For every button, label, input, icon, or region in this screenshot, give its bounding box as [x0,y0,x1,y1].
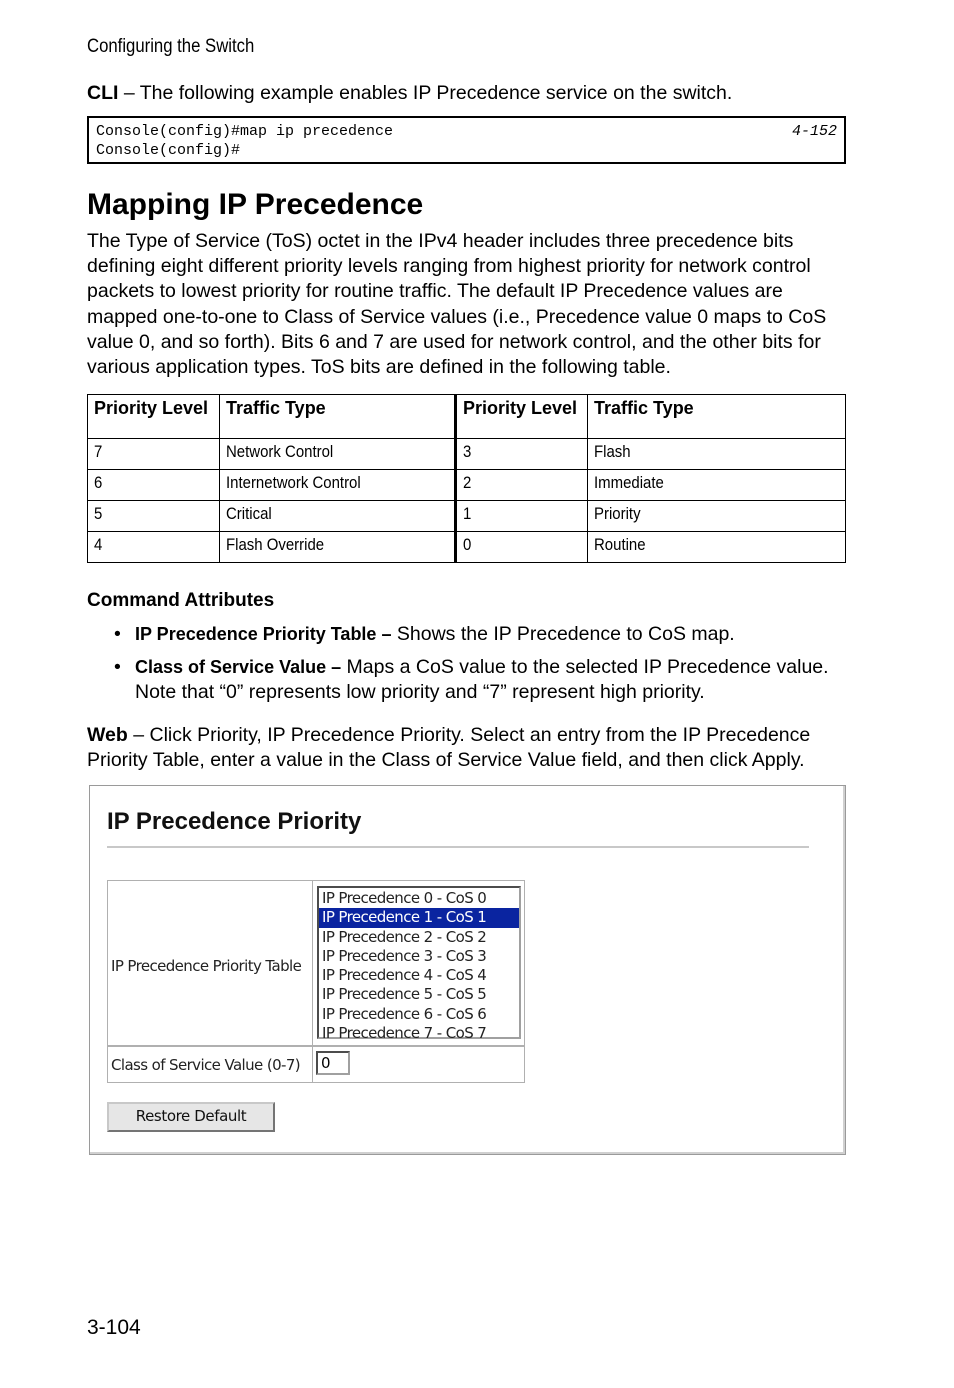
listbox-option[interactable]: IP Precedence 6 - CoS 6 [322,1004,487,1023]
web-ui-screenshot [89,785,846,1155]
priority-table [87,394,846,563]
table-cell: Immediate [588,470,846,501]
table-cell: Flash Override [220,532,456,563]
cli-text: – The following example enables IP Precedence service on the switch. [118,82,733,104]
restore-default-button[interactable]: Restore Default [107,1102,275,1132]
table-cell: Internetwork Control [220,470,456,501]
priority-table-listbox[interactable] [317,886,521,1043]
table-cell: Critical [220,501,456,532]
table-cell: Flash [588,439,846,470]
table-cell: 5 [88,501,220,532]
table-cell: Routine [588,532,846,563]
table-cell: 2 [456,470,588,501]
web-paragraph [87,723,857,773]
bullet-icon: • [114,656,121,678]
attribute-term: IP Precedence Priority Table – [135,624,392,644]
code-line [96,122,837,141]
table-row [88,501,846,532]
section-title: Mapping IP Precedence [87,188,424,221]
page-number: 3-104 [87,1316,141,1339]
table-row [88,439,846,470]
col-header: Traffic Type [220,395,456,439]
table-row [88,532,846,563]
listbox-option[interactable]: IP Precedence 5 - CoS 5 [322,985,487,1004]
col-header: Traffic Type [588,395,846,439]
attribute-term: Class of Service Value – [135,657,342,677]
bullet-icon: • [114,623,121,645]
listbox-option[interactable]: IP Precedence 1 - CoS 1 [319,908,519,927]
cos-value-label: Class of Service Value (0-7) [111,1056,301,1074]
table-cell: 7 [88,439,220,470]
listbox-option[interactable]: IP Precedence 7 - CoS 7 [322,1024,487,1043]
code-line-text: Console(config)# [96,142,241,159]
col-header: Priority Level [88,395,220,439]
table-header-row [88,395,846,439]
row-divider [108,1045,524,1047]
intro-paragraph: The Type of Service (ToS) octet in the IPv4 header includes three precedence bits defining eight different priority levels ranging from highest priority for network control packets to lowest priority for routine traffic. The default IP Precedence values are mapped one-to-one to Class of Service values (i.e., Precedence value 0 maps to CoS value 0, and so forth). Bits 6 and 7 are used for network control, and the other bits for various application types. ToS bits are defined in the following table. [87,230,827,379]
table-cell: 0 [456,532,588,563]
listbox-option[interactable]: IP Precedence 4 - CoS 4 [322,966,487,985]
attribute-desc: Maps a CoS value to the selected IP Precedence value. Note that “0” represents low priority and “7” represent high priority. [135,656,829,703]
attributes-list [110,622,830,713]
web-text: – Click Priority, IP Precedence Priority. Select an entry from the IP Precedence Priority Table, enter a value in the Class of Service Value field, and then click Apply. [87,724,811,772]
list-item [110,622,830,647]
table-row [88,470,846,501]
code-line-text: Console(config)#map ip precedence [96,123,394,140]
column-divider [312,881,313,1082]
cli-label: CLI [87,82,119,104]
title-divider [107,846,809,848]
table-cell: 3 [456,439,588,470]
table-cell: 1 [456,501,588,532]
listbox-option[interactable]: IP Precedence 0 - CoS 0 [322,889,487,907]
priority-table-label: IP Precedence Priority Table [111,957,302,975]
code-ref: 4-152 [791,123,837,140]
panel-title: IP Precedence Priority [107,808,362,835]
code-example [87,116,846,164]
list-item [110,655,830,705]
attributes-heading: Command Attributes [87,590,275,611]
code-line [96,141,837,160]
attribute-desc: Shows the IP Precedence to CoS map. [391,623,735,645]
col-header: Priority Level [456,395,588,439]
table-cell: 6 [88,470,220,501]
table-cell: Network Control [220,439,456,470]
listbox-option[interactable]: IP Precedence 2 - CoS 2 [322,927,487,946]
table-cell: Priority [588,501,846,532]
table-cell: 4 [88,532,220,563]
web-label: Web [87,724,128,746]
cos-value-input[interactable]: 0 [316,1051,350,1075]
settings-form [107,880,525,1083]
running-header: Configuring the Switch [87,36,255,57]
cli-paragraph [87,81,857,106]
listbox-option[interactable]: IP Precedence 3 - CoS 3 [322,946,487,965]
